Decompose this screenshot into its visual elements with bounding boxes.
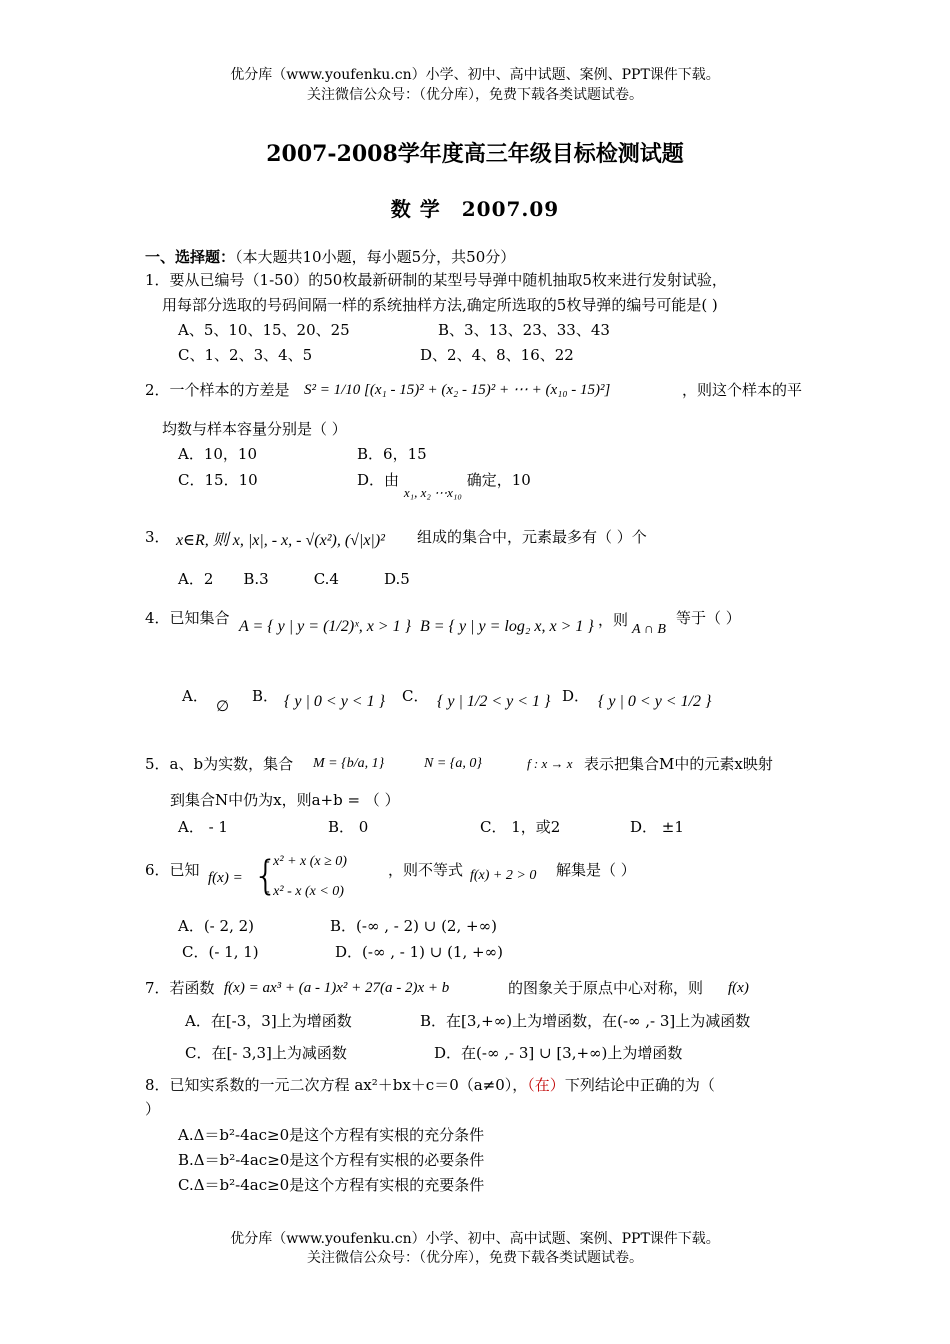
- q1-line1: 1．要从已编号（1-50）的50枚最新研制的某型号导弹中随机抽取5枚来进行发射试验，: [145, 271, 727, 289]
- q8-suffix: 下列结论中正确的为（: [564, 1076, 715, 1094]
- q2-option-d-prefix: D．由: [357, 471, 400, 489]
- q6-piece-1: - x² + x (x ≥ 0): [265, 854, 347, 869]
- q4-then: ，则: [598, 611, 629, 629]
- q8-line1: [145, 1075, 715, 1095]
- q5-option-d: D． ±1: [630, 818, 684, 836]
- q2-option-c: C．15．10: [178, 471, 258, 489]
- q2-option-d-formula: x₁, x₂ ⋯x₁₀: [403, 485, 462, 500]
- q4-option-d-label: D．: [562, 687, 590, 705]
- q8-option-a: A.Δ＝b²-4ac≥0是这个方程有实根的充分条件: [178, 1126, 485, 1144]
- q4-option-a-label: A．: [182, 687, 208, 705]
- q6-brace: {: [253, 853, 279, 899]
- q8-prefix: 8．已知实系数的一元二次方程 ax²＋bx＋c＝0（a≠0），: [145, 1076, 528, 1094]
- q6-inequality: f(x) + 2 > 0: [470, 868, 537, 883]
- q1-option-a: A、5、10、15、20、25: [178, 321, 350, 339]
- q4-option-d-value: { y | 0 < y < 1/2 }: [598, 693, 712, 710]
- q5-text: 表示把集合M中的元素x映射: [584, 755, 773, 773]
- q4-suffix: 等于（ ）: [676, 609, 741, 627]
- q1-option-c: C、1、2、3、4、5: [178, 346, 313, 364]
- section-label: 一、选择题：: [145, 248, 236, 266]
- q7-option-d: D．在(-∞ ,- 3] ∪ [3,+∞)上为增函数: [434, 1044, 683, 1062]
- q8-option-b: B.Δ＝b²-4ac≥0是这个方程有实根的必要条件: [178, 1151, 485, 1169]
- q7-prefix: 7．若函数: [145, 979, 215, 997]
- page-title: 2007-2008学年度高三年级目标检测试题: [266, 141, 684, 167]
- q3-formula: x∈R, 则 x, |x|, - x, - √(x²), (√|x|)²: [176, 532, 385, 549]
- q6-prefix: 6．已知: [145, 861, 200, 879]
- q5-set-m: M = {b/a, 1}: [313, 756, 385, 771]
- q4-option-b-value: { y | 0 < y < 1 }: [284, 693, 385, 710]
- q4-set-a: A = { y | y = (1/2)ˣ, x > 1 }: [239, 618, 411, 635]
- q6-piece-2: - x² - x (x < 0): [265, 884, 344, 899]
- header-line-2: 关注微信公众号：（优分库），免费下载各类试题试卷。: [307, 87, 643, 103]
- q2-formula: S² = 1/10 [(x₁ - 15)² + (x₂ - 15)² + ⋯ + (x₁₀ - 15)²]: [304, 382, 611, 398]
- q4-option-a-value: ∅: [216, 697, 230, 715]
- footer-line-1: 优分库（www.youfenku.cn）小学、初中、高中试题、案例、PPT课件下载。: [230, 1231, 720, 1247]
- q4-set-b: B = { y | y = log₂ x, x > 1 }: [420, 618, 594, 635]
- q4-option-c-label: C．: [402, 687, 429, 705]
- q2-option-b: B．6，15: [357, 445, 427, 463]
- q1-line2: 用每部分选取的号码间隔一样的系统抽样方法,确定所选取的5枚导弹的编号可能是( ): [162, 296, 718, 314]
- q6-option-b: B．(-∞ , - 2) ∪ (2, +∞): [330, 917, 497, 935]
- q2-prefix: 2．一个样本的方差是: [145, 381, 290, 399]
- q6-fx: f(x) =: [208, 870, 243, 886]
- q3-options: A．2 B.3 C.4 D.5: [178, 570, 410, 588]
- q3-number: 3．: [145, 528, 170, 546]
- q5-option-a: A． - 1: [178, 818, 228, 836]
- q7-formula: f(x) = ax³ + (a - 1)x² + 27(a - 2)x + b: [224, 980, 450, 996]
- q2-line2: 均数与样本容量分别是（ ）: [162, 420, 347, 438]
- q7-fx: f(x): [728, 980, 749, 996]
- q6-option-d: D．(-∞ , - 1) ∪ (1, +∞): [335, 943, 503, 961]
- q6-suffix: 解集是（ ）: [556, 861, 636, 879]
- q4-prefix: 4．已知集合: [145, 609, 230, 627]
- footer-line-2: 关注微信公众号：（优分库），免费下载各类试题试卷。: [307, 1250, 643, 1266]
- q6-option-a: A．(- 2, 2): [178, 917, 254, 935]
- q1-option-d: D、2、4、8、16、22: [420, 346, 574, 364]
- q7-suffix: 的图象关于原点中心对称，则: [508, 979, 704, 997]
- page-subtitle: 数 学 2007.09: [390, 197, 560, 221]
- header-line-1: 优分库（www.youfenku.cn）小学、初中、高中试题、案例、PPT课件下载。: [230, 67, 720, 83]
- q5-set-n: N = {a, 0}: [424, 756, 482, 771]
- q5-prefix: 5．a、b为实数，集合: [145, 755, 294, 773]
- q8-line2: ）: [145, 1100, 161, 1118]
- q8-red-note: （在）: [527, 1076, 565, 1094]
- q6-option-c: C．(- 1, 1): [182, 943, 259, 961]
- q5-line2: 到集合N中仍为x，则a+b = （ ）: [170, 791, 400, 809]
- q4-option-c-value: { y | 1/2 < y < 1 }: [437, 693, 551, 710]
- q5-option-c: C． 1，或2: [480, 818, 561, 836]
- q7-option-b: B．在[3,+∞)上为增函数，在(-∞ ,- 3]上为减函数: [420, 1012, 751, 1030]
- q1-option-b: B、3、13、23、33、43: [438, 321, 610, 339]
- q5-option-b: B． 0: [328, 818, 369, 836]
- q2-option-d: [357, 470, 531, 500]
- q3-text: 组成的集合中，元素最多有（ ）个: [417, 528, 647, 546]
- section-heading: [145, 247, 515, 267]
- q7-option-a: A．在[-3，3]上为增函数: [185, 1012, 352, 1030]
- q6-mid: ，则不等式: [388, 861, 464, 879]
- q2-option-d-suffix: 确定，10: [466, 471, 531, 489]
- q2-option-a: A．10，10: [178, 445, 258, 463]
- q5-mapping: f : x → x: [527, 756, 573, 771]
- section-note: （本大题共10小题，每小题5分，共50分）: [235, 248, 516, 266]
- q7-option-c: C．在[- 3,3]上为减函数: [185, 1044, 347, 1062]
- q2-suffix: ，则这个样本的平: [682, 381, 803, 399]
- q4-expression: A ∩ B: [632, 622, 666, 637]
- q4-option-b-label: B．: [252, 687, 279, 705]
- q8-option-c: C.Δ＝b²-4ac≥0是这个方程有实根的充要条件: [178, 1176, 485, 1194]
